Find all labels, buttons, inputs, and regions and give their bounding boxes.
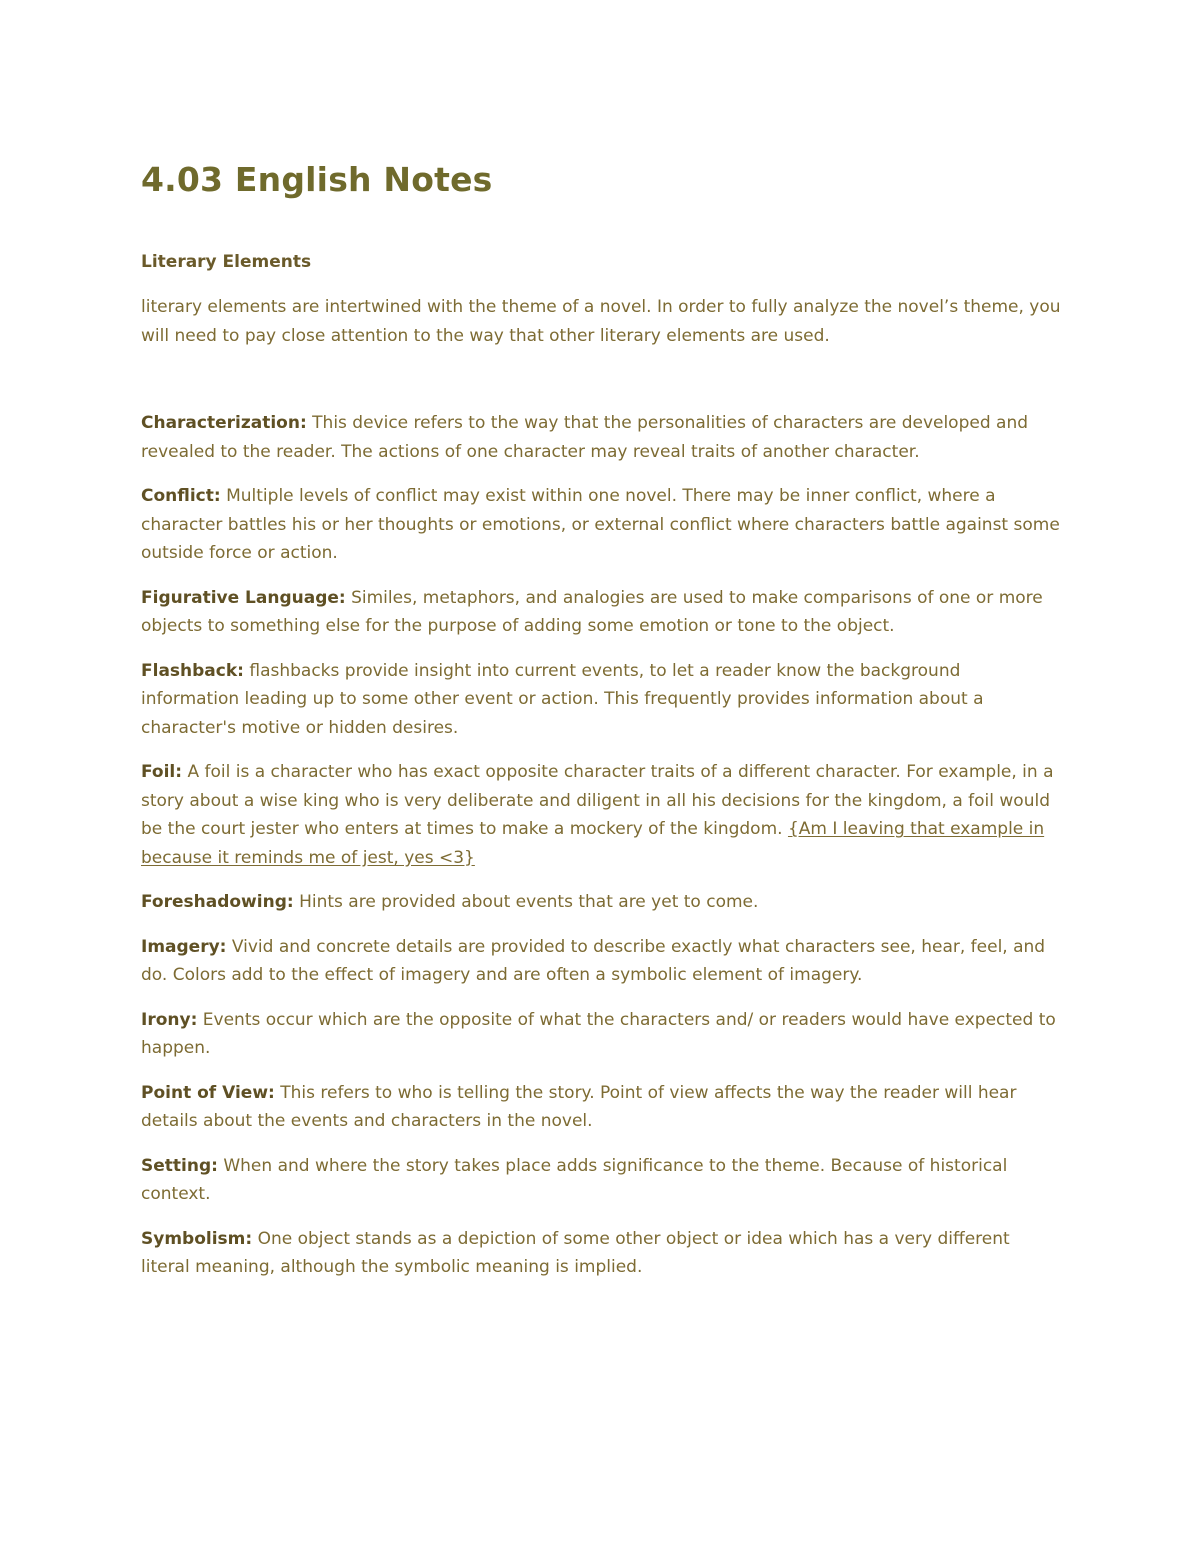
term-label: Flashback:: [141, 660, 244, 681]
term-label: Imagery:: [141, 936, 227, 957]
term-label: Foil:: [141, 762, 183, 782]
term-label: Symbolism:: [141, 1228, 253, 1249]
term-definition: One object stands as a depiction of some other object or idea which has a very different literal meaning, although the symbolic meaning is implied.: [141, 1228, 1010, 1277]
term-label: Point of View:: [141, 1082, 275, 1103]
term-definition: Hints are provided about events that are yet to come.: [299, 892, 759, 912]
term-label: Characterization:: [141, 413, 307, 433]
term-definition: Similes, metaphors, and analogies are used to make comparisons of one or more objects to something else for the purpose of adding some emotion or tone to the object.: [141, 587, 1043, 636]
intro-paragraph: literary elements are intertwined with the theme of a novel. In order to fully analyze the novel’s theme, you will need to pay close attention to the way that other literary elements are used.: [141, 297, 1061, 346]
page-title: 4.03 English Notes: [141, 160, 493, 199]
term-definition: When and where the story takes place adds significance to the theme. Because of historical context.: [141, 1155, 1008, 1204]
term-label: Conflict:: [141, 486, 221, 506]
foil-note-link[interactable]: {Am I leaving that example in because it reminds me of jest, yes <3}: [141, 819, 1045, 868]
term-definition: This device refers to the way that the personalities of characters are developed and revealed to the reader. The actions of one character may reveal traits of another character.: [141, 413, 1029, 462]
term-label: Irony:: [141, 1009, 198, 1030]
section-heading: Literary Elements: [141, 252, 312, 272]
term-definition: A foil is a character who has exact opposite character traits of a different character. For example, in a story about a wise king who is very deliberate and diligent in all his decisions for the kingdom, a foil would be the court jester who enters at times to make a mockery of the kingdom.: [141, 762, 1054, 839]
term-definition: Multiple levels of conflict may exist within one novel. There may be inner conflict, where a character battles his or her thoughts or emotions, or external conflict where characters battle against some outside force or action.: [141, 486, 1060, 563]
term-label: Figurative Language:: [141, 587, 346, 608]
term-point-of-view: [141, 1079, 1061, 1136]
term-foil: [141, 758, 1061, 872]
term-conflict: [141, 482, 1061, 568]
term-foreshadowing: [141, 888, 1061, 917]
term-imagery: [141, 933, 1061, 990]
term-characterization: [141, 409, 1061, 466]
term-figurative-language: [141, 584, 1061, 641]
term-label: Foreshadowing:: [141, 892, 294, 912]
term-definition: Vivid and concrete details are provided to describe exactly what characters see, hear, feel, and do. Colors add to the effect of imagery and are often a symbolic element of imagery.: [141, 936, 1046, 985]
term-flashback: [141, 657, 1061, 743]
term-definition: flashbacks provide insight into current events, to let a reader know the background information leading up to some other event or action. This frequently provides information about a character's motive or hidden desires.: [141, 660, 984, 738]
term-setting: [141, 1152, 1061, 1209]
term-irony: [141, 1006, 1061, 1063]
term-definition: This refers to who is telling the story. Point of view affects the way the reader will hear details about the events and characters in the novel.: [141, 1082, 1017, 1131]
term-list: [141, 409, 1061, 1298]
term-definition: Events occur which are the opposite of what the characters and/ or readers would have expected to happen.: [141, 1009, 1056, 1058]
term-label: Setting:: [141, 1155, 218, 1176]
term-symbolism: [141, 1225, 1061, 1282]
